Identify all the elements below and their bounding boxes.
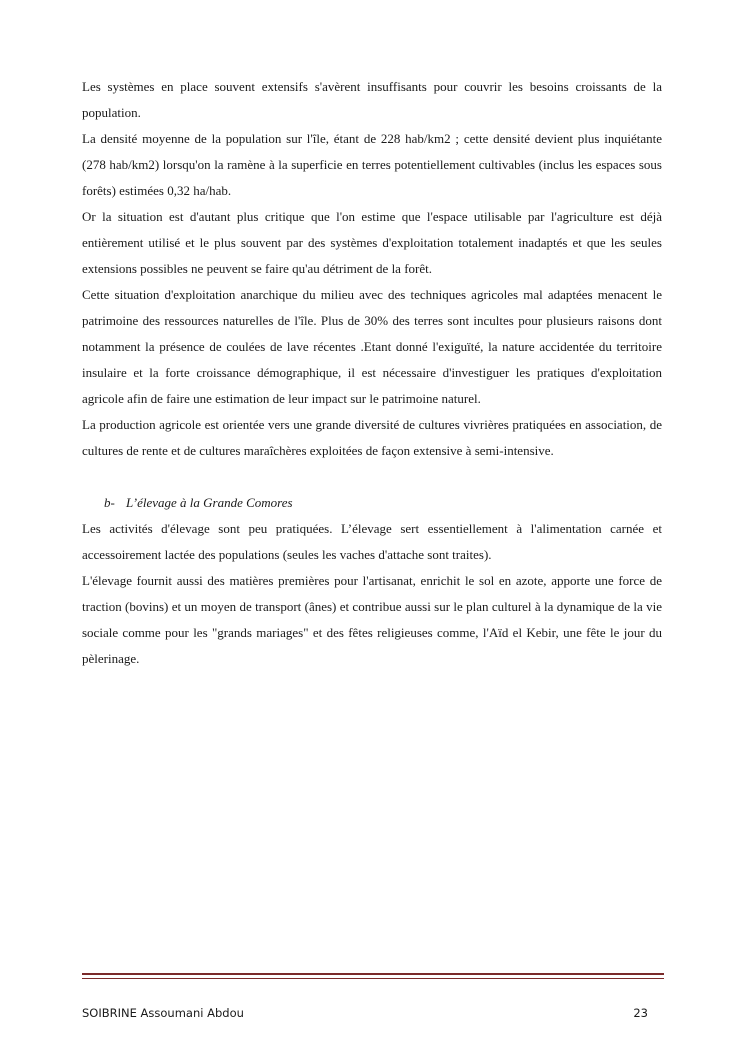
paragraph-agricultural-production: La production agricole est orientée vers une grande diversité de cultures vivrières pratiquées en association, de cultures de rente et de cultures maraîchères exploitées de façon extensive à semi-intensive.	[82, 417, 662, 458]
paragraph-livestock-activities: Les activités d'élevage sont peu pratiquées. L’élevage sert essentiellement à l'alimentation carnée et accessoirement lactée des populations (seules les vaches d'attache sont traites).	[82, 521, 662, 562]
footer-author: SOIBRINE Assoumani Abdou	[82, 1006, 244, 1020]
page-body	[82, 74, 662, 672]
section-marker: b-	[104, 495, 115, 510]
paragraph-population-density: La densité moyenne de la population sur l'île, étant de 228 hab/km2 ; cette densité devient plus inquiétante (278 hab/km2) lorsqu'on la ramène à la superficie en terres potentiellement cultivables (inclus les espaces sous forêts) estimées 0,32 ha/hab.	[82, 131, 662, 198]
section-heading	[82, 490, 662, 516]
section-title: L’élevage à la Grande Comores	[126, 495, 293, 510]
footer-rule	[82, 973, 664, 979]
paragraph-production-systems: Les systèmes en place souvent extensifs s'avèrent insuffisants pour couvrir les besoins croissants de la population.	[82, 79, 662, 120]
paragraph-livestock-contributions: L'élevage fournit aussi des matières premières pour l'artisanat, enrichit le sol en azote, apporte une force de traction (bovins) et un moyen de transport (ânes) et contribue aussi sur le plan culturel à la dynamique de la vie sociale comme pour les "grands mariages" et des fêtes religieuses comme, l'Aïd el Kebir, une fête le jour du pèlerinage.	[82, 573, 662, 666]
paragraph-agricultural-space: Or la situation est d'autant plus critique que l'on estime que l'espace utilisable par l'agriculture est déjà entièrement utilisé et le plus souvent par des systèmes d'exploitation totalement inadaptés et que les seules extensions possibles ne peuvent se faire qu'au détriment de la forêt.	[82, 209, 662, 276]
page-number: 23	[633, 1006, 648, 1020]
page-footer	[82, 1006, 648, 1020]
paragraph-exploitation-situation: Cette situation d'exploitation anarchique du milieu avec des techniques agricoles mal adaptées menacent le patrimoine des ressources naturelles de l'île. Plus de 30% des terres sont incultes pour plusieurs raisons dont notamment la présence de coulées de lave récentes .Etant donné l'exiguïté, la nature accidentée du territoire insulaire et la forte croissance démographique, il est nécessaire d'investiguer les pratiques d'exploitation agricole afin de faire une estimation de leur impact sur le patrimoine naturel.	[82, 287, 662, 406]
